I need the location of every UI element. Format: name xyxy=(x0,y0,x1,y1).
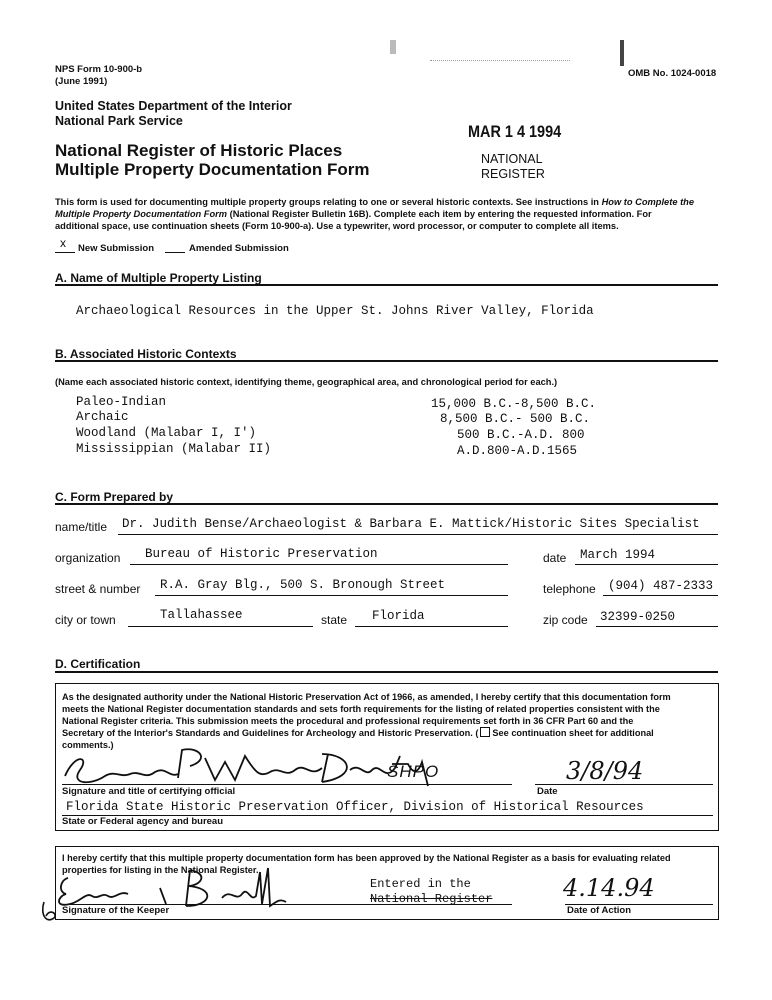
name-title-field[interactable]: Dr. Judith Bense/Archaeologist & Barbara E. Mattick/Historic Sites Specialist xyxy=(122,517,700,531)
form-title-line2: Multiple Property Documentation Form xyxy=(55,160,370,179)
telephone-label: telephone xyxy=(543,582,596,596)
signature-title-label: Signature and title of certifying official xyxy=(62,786,236,797)
agency-label: State or Federal agency and bureau xyxy=(62,816,224,827)
section-d-heading: D. Certification xyxy=(55,657,141,671)
city-underline xyxy=(128,626,313,627)
keeper-signature xyxy=(40,862,320,932)
received-stamp-date: MAR 1 4 1994 xyxy=(468,122,562,141)
certification-text-line4 xyxy=(62,727,654,739)
street-field[interactable]: R.A. Gray Blg., 500 S. Bronough Street xyxy=(160,578,446,592)
continuation-label: See continuation sheet for additional xyxy=(492,728,654,738)
date-underline xyxy=(575,564,718,565)
zip-label: zip code xyxy=(543,613,588,627)
omb-number: OMB No. 1024-0018 xyxy=(628,68,717,79)
context-name: Paleo-Indian xyxy=(76,395,167,409)
section-d-rule xyxy=(55,671,718,673)
instructions-line3: additional space, use continuation sheets (Form 10-900-a). Use a typewriter, word processor, or computer to complete all items. xyxy=(55,221,619,231)
context-period: 15,000 B.C.-8,500 B.C. xyxy=(431,397,597,411)
organization-underline xyxy=(130,564,508,565)
certification-text: National Register criteria. This submission meets the procedural and professional requirements set forth in 36 CFR Part 60 and the xyxy=(62,716,634,726)
keeper-text: properties for listing in the National Register. xyxy=(62,865,259,875)
state-field[interactable]: Florida xyxy=(372,609,425,623)
keeper-text: I hereby certify that this multiple property documentation form has been approved by the National Register as a basis for evaluating related xyxy=(62,853,671,863)
certification-text: comments.) xyxy=(62,740,114,750)
state-underline xyxy=(355,626,508,627)
received-stamp-line2: REGISTER xyxy=(481,167,545,181)
street-label: street & number xyxy=(55,582,141,596)
section-c-heading: C. Form Prepared by xyxy=(55,490,174,504)
property-listing-name: Archaeological Resources in the Upper St. Johns River Valley, Florida xyxy=(76,304,594,318)
scan-mark xyxy=(620,40,624,66)
scan-mark xyxy=(430,60,570,64)
form-number: NPS Form 10-900-b xyxy=(55,64,143,75)
amended-submission-label: Amended Submission xyxy=(189,243,289,254)
entered-stamp-line1: Entered in the xyxy=(370,877,471,891)
received-stamp-line1: NATIONAL xyxy=(481,152,543,166)
telephone-field[interactable]: (904) 487-2333 xyxy=(608,579,714,593)
keeper-date-handwritten: 4.14.94 xyxy=(563,874,655,902)
certification-text: Secretary of the Interior's Standards and Guidelines for Archeology and Historic Preservation. ( xyxy=(62,728,479,738)
context-period: 8,500 B.C.- 500 B.C. xyxy=(440,412,591,426)
city-field[interactable]: Tallahassee xyxy=(160,608,243,622)
new-submission-label: New Submission xyxy=(78,243,155,254)
scan-mark xyxy=(390,40,396,54)
certification-text: As the designated authority under the National Historic Preservation Act of 1966, as amended, I hereby certify that this documentation form xyxy=(62,692,671,702)
instructions-line2 xyxy=(55,208,652,220)
form-date: (June 1991) xyxy=(55,76,108,87)
city-label: city or town xyxy=(55,613,116,627)
instructions-bulletin-link: How to Complete the xyxy=(601,197,695,207)
name-title-label: name/title xyxy=(55,520,108,534)
date-field[interactable]: March 1994 xyxy=(580,548,656,562)
context-name: Woodland (Malabar I, I') xyxy=(76,426,257,440)
signature-date-label: Date xyxy=(537,786,558,797)
section-a-heading: A. Name of Multiple Property Listing xyxy=(55,271,262,285)
context-name: Archaic xyxy=(76,410,129,424)
entered-stamp-line2: National Register xyxy=(370,892,493,906)
street-underline xyxy=(155,595,508,596)
instructions-text: This form is used for documenting multiple property groups relating to one or several historic contexts. See instructions in xyxy=(55,197,599,207)
context-name: Mississippian (Malabar II) xyxy=(76,442,272,456)
form-title-line1: National Register of Historic Places xyxy=(55,141,343,160)
organization-label: organization xyxy=(55,551,121,565)
date-label: date xyxy=(543,551,567,565)
section-b-note: (Name each associated historic context, identifying theme, geographical area, and chronological period for each.) xyxy=(55,377,558,387)
signature-line xyxy=(62,784,512,785)
context-period: 500 B.C.-A.D. 800 xyxy=(457,428,585,442)
signature-shpo-text: SHPO xyxy=(387,762,440,781)
instructions-line1 xyxy=(55,196,694,208)
certification-text: meets the National Register documentation standards and sets forth requirements for the listing of related properties consistent with the xyxy=(62,704,660,714)
organization-field[interactable]: Bureau of Historic Preservation xyxy=(145,547,378,561)
section-b-heading: B. Associated Historic Contexts xyxy=(55,347,237,361)
continuation-checkbox[interactable] xyxy=(480,727,490,737)
certification-date-handwritten: 3/8/94 xyxy=(566,757,644,785)
new-submission-mark[interactable]: x xyxy=(60,236,66,250)
service: National Park Service xyxy=(55,114,183,128)
zip-underline xyxy=(596,626,718,627)
amended-submission-blank[interactable] xyxy=(165,252,185,253)
agency-field[interactable]: Florida State Historic Preservation Officer, Division of Historical Resources xyxy=(66,800,644,814)
context-period: A.D.800-A.D.1565 xyxy=(457,444,578,458)
instructions-bulletin-title: Multiple Property Documentation Form xyxy=(55,209,228,219)
state-label: state xyxy=(321,613,348,627)
zip-field[interactable]: 32399-0250 xyxy=(600,610,676,624)
keeper-signature-label: Signature of the Keeper xyxy=(62,905,170,916)
instructions-text: (National Register Bulletin 16B). Complete each item by entering the requested information. For xyxy=(229,209,652,219)
telephone-underline xyxy=(603,595,718,596)
department: United States Department of the Interior xyxy=(55,99,292,113)
name-title-underline xyxy=(118,534,718,535)
keeper-date-label: Date of Action xyxy=(567,905,632,916)
signature-date-line xyxy=(535,784,713,785)
new-submission-blank xyxy=(55,252,75,253)
